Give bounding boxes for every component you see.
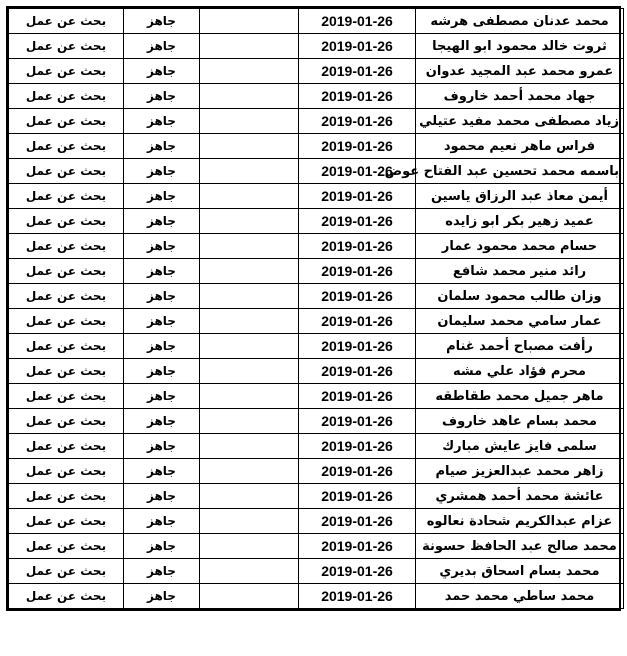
reason-cell: بحث عن عمل [9,209,124,234]
empty-cell [200,109,299,134]
status-cell: جاهز [124,509,200,534]
status-cell: جاهز [124,34,200,59]
status-cell: جاهز [124,359,200,384]
person-name-cell: محمد ساطي محمد حمد [416,584,624,609]
status-cell: جاهز [124,9,200,34]
empty-cell [200,559,299,584]
empty-cell [200,9,299,34]
empty-cell [200,384,299,409]
reason-cell: بحث عن عمل [9,484,124,509]
status-cell: جاهز [124,159,200,184]
empty-cell [200,234,299,259]
table-row [9,309,624,334]
date-cell: 2019-01-26 [299,84,416,109]
reason-cell: بحث عن عمل [9,9,124,34]
table-row [9,384,624,409]
status-cell: جاهز [124,184,200,209]
person-name-cell: جهاد محمد أحمد خاروف [416,84,624,109]
table-row [9,134,624,159]
status-cell: جاهز [124,384,200,409]
person-name-cell: محرم فؤاد علي مشه [416,359,624,384]
empty-cell [200,59,299,84]
reason-cell: بحث عن عمل [9,334,124,359]
person-name-cell: عمرو محمد عبد المجيد عدوان [416,59,624,84]
status-cell: جاهز [124,534,200,559]
reason-cell: بحث عن عمل [9,159,124,184]
reason-cell: بحث عن عمل [9,384,124,409]
table-row [9,259,624,284]
person-name-cell: محمد صالح عبد الحافظ حسونة [416,534,624,559]
empty-cell [200,459,299,484]
table-row [9,84,624,109]
person-name-cell: زياد مصطفى محمد مفيد عتيلي [416,109,624,134]
empty-cell [200,584,299,609]
status-cell: جاهز [124,584,200,609]
status-cell: جاهز [124,284,200,309]
empty-cell [200,259,299,284]
table-row [9,334,624,359]
person-name-cell: ثروت خالد محمود ابو الهيجا [416,34,624,59]
empty-cell [200,209,299,234]
table-row [9,284,624,309]
date-cell: 2019-01-26 [299,459,416,484]
date-cell: 2019-01-26 [299,59,416,84]
reason-cell: بحث عن عمل [9,284,124,309]
table-row [9,159,624,184]
table-row [9,584,624,609]
reason-cell: بحث عن عمل [9,409,124,434]
person-name-cell: محمد بسام عاهد خاروف [416,409,624,434]
date-cell: 2019-01-26 [299,34,416,59]
date-cell: 2019-01-26 [299,509,416,534]
person-name-cell: رائد منير محمد شافع [416,259,624,284]
person-name-cell: محمد بسام اسحاق بديري [416,559,624,584]
table-row [9,509,624,534]
empty-cell [200,84,299,109]
reason-cell: بحث عن عمل [9,509,124,534]
table-row [9,234,624,259]
status-cell: جاهز [124,459,200,484]
table-row [9,184,624,209]
reason-cell: بحث عن عمل [9,434,124,459]
empty-cell [200,334,299,359]
status-cell: جاهز [124,409,200,434]
records-table-body [9,9,624,609]
date-cell: 2019-01-26 [299,534,416,559]
table-row [9,209,624,234]
date-cell: 2019-01-26 [299,309,416,334]
person-name-cell: عميد زهير بكر ابو زايده [416,209,624,234]
person-name-cell: سلمى فايز عايش مبارك [416,434,624,459]
date-cell: 2019-01-26 [299,259,416,284]
date-cell: 2019-01-26 [299,384,416,409]
empty-cell [200,34,299,59]
status-cell: جاهز [124,259,200,284]
table-row [9,9,624,34]
status-cell: جاهز [124,134,200,159]
status-cell: جاهز [124,59,200,84]
document-sheet [6,6,621,611]
status-cell: جاهز [124,234,200,259]
empty-cell [200,134,299,159]
status-cell: جاهز [124,559,200,584]
date-cell: 2019-01-26 [299,234,416,259]
table-row [9,484,624,509]
reason-cell: بحث عن عمل [9,259,124,284]
empty-cell [200,409,299,434]
person-name-cell: باسمه محمد تحسين عبد الفتاح عوض [416,159,624,184]
reason-cell: بحث عن عمل [9,59,124,84]
date-cell: 2019-01-26 [299,559,416,584]
status-cell: جاهز [124,209,200,234]
reason-cell: بحث عن عمل [9,459,124,484]
date-cell: 2019-01-26 [299,109,416,134]
table-row [9,109,624,134]
table-row [9,34,624,59]
person-name-cell: زاهر محمد عبدالعزيز صيام [416,459,624,484]
date-cell: 2019-01-26 [299,484,416,509]
table-row [9,459,624,484]
records-table [8,8,624,609]
table-row [9,59,624,84]
table-row [9,434,624,459]
status-cell: جاهز [124,109,200,134]
person-name-cell: حسام محمد محمود عمار [416,234,624,259]
empty-cell [200,309,299,334]
reason-cell: بحث عن عمل [9,559,124,584]
status-cell: جاهز [124,84,200,109]
reason-cell: بحث عن عمل [9,109,124,134]
person-name-cell: وزان طالب محمود سلمان [416,284,624,309]
person-name-cell: عمار سامي محمد سليمان [416,309,624,334]
empty-cell [200,434,299,459]
date-cell: 2019-01-26 [299,209,416,234]
date-cell: 2019-01-26 [299,584,416,609]
status-cell: جاهز [124,484,200,509]
empty-cell [200,359,299,384]
table-row [9,559,624,584]
reason-cell: بحث عن عمل [9,584,124,609]
empty-cell [200,484,299,509]
status-cell: جاهز [124,434,200,459]
date-cell: 2019-01-26 [299,409,416,434]
reason-cell: بحث عن عمل [9,84,124,109]
person-name-cell: محمد عدنان مصطفى هرشه [416,9,624,34]
reason-cell: بحث عن عمل [9,359,124,384]
person-name-cell: رأفت مصباح أحمد غنام [416,334,624,359]
empty-cell [200,509,299,534]
reason-cell: بحث عن عمل [9,34,124,59]
person-name-cell: ماهر جميل محمد طقاطقه [416,384,624,409]
date-cell: 2019-01-26 [299,134,416,159]
person-name-cell: عائشة محمد أحمد همشري [416,484,624,509]
date-cell: 2019-01-26 [299,184,416,209]
reason-cell: بحث عن عمل [9,534,124,559]
date-cell: 2019-01-26 [299,284,416,309]
person-name-cell: فراس ماهر نعيم محمود [416,134,624,159]
person-name-cell: عزام عبدالكريم شحادة نعالوه [416,509,624,534]
empty-cell [200,184,299,209]
date-cell: 2019-01-26 [299,334,416,359]
empty-cell [200,159,299,184]
date-cell: 2019-01-26 [299,359,416,384]
reason-cell: بحث عن عمل [9,184,124,209]
date-cell: 2019-01-26 [299,434,416,459]
status-cell: جاهز [124,309,200,334]
status-cell: جاهز [124,334,200,359]
reason-cell: بحث عن عمل [9,234,124,259]
reason-cell: بحث عن عمل [9,309,124,334]
person-name-cell: أيمن معاذ عبد الرزاق ياسين [416,184,624,209]
empty-cell [200,284,299,309]
reason-cell: بحث عن عمل [9,134,124,159]
table-row [9,534,624,559]
table-row [9,409,624,434]
table-row [9,359,624,384]
empty-cell [200,534,299,559]
date-cell: 2019-01-26 [299,159,416,184]
date-cell: 2019-01-26 [299,9,416,34]
